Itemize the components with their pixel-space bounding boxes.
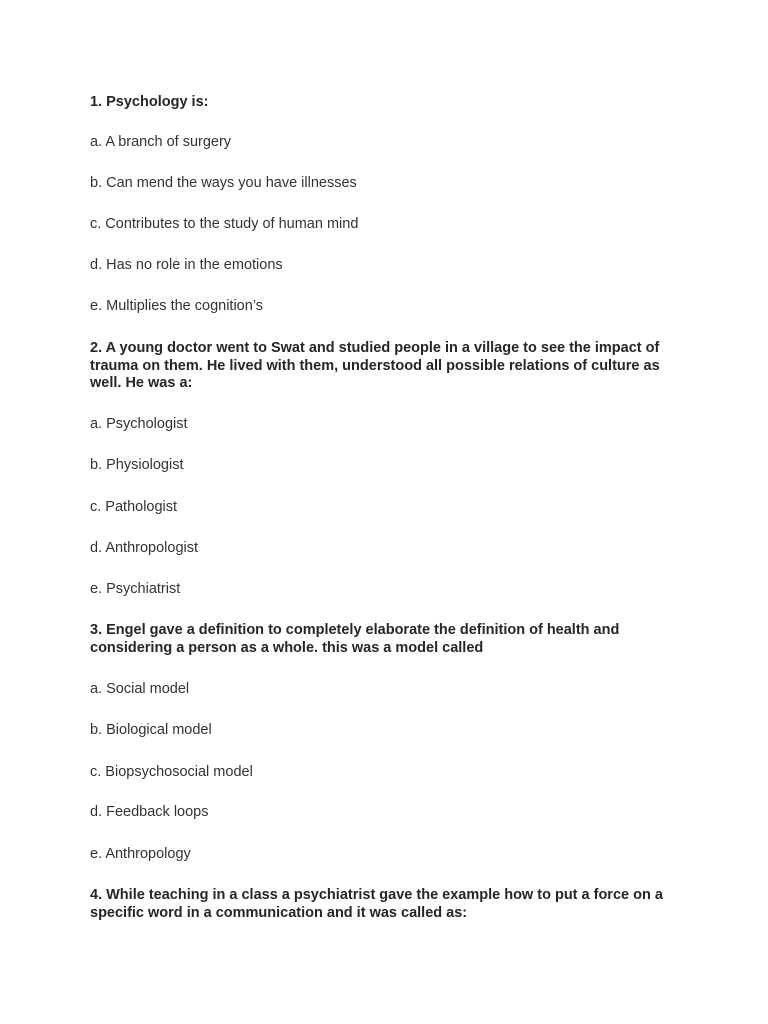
question-1-option-d: d. Has no role in the emotions — [90, 257, 283, 273]
question-2-option-d: d. Anthropologist — [90, 540, 199, 556]
question-3-option-d: d. Feedback loops — [90, 804, 209, 820]
question-2-option-e: e. Psychiatrist — [90, 581, 181, 597]
question-2-option-b: b. Physiologist — [90, 457, 184, 473]
question-2: 2. A young doctor went to Swat and studied people in a village to see the impact of trauma on them. He lived with them, understood all possible relations of culture as well. He was a: — [90, 340, 660, 391]
question-3-option-a: a. Social model — [90, 681, 190, 697]
question-2-option-a: a. Psychologist — [90, 416, 188, 432]
question-2-option-c: c. Pathologist — [90, 499, 178, 515]
question-1-option-e: e. Multiplies the cognition’s — [90, 298, 264, 314]
question-1-option-b: b. Can mend the ways you have illnesses — [90, 175, 357, 191]
question-1: 1. Psychology is: — [90, 94, 209, 110]
question-1-option-a: a. A branch of surgery — [90, 134, 232, 150]
question-3-option-b: b. Biological model — [90, 722, 212, 738]
question-3-option-c: c. Biopsychosocial model — [90, 764, 253, 780]
question-3: 3. Engel gave a definition to completely elaborate the definition of health and considering a person as a whole. this was a model called — [90, 622, 620, 656]
question-3-option-e: e. Anthropology — [90, 846, 191, 862]
question-4: 4. While teaching in a class a psychiatrist gave the example how to put a force on a specific word in a communication and it was called as: — [90, 887, 663, 921]
question-1-option-c: c. Contributes to the study of human mind — [90, 216, 359, 232]
